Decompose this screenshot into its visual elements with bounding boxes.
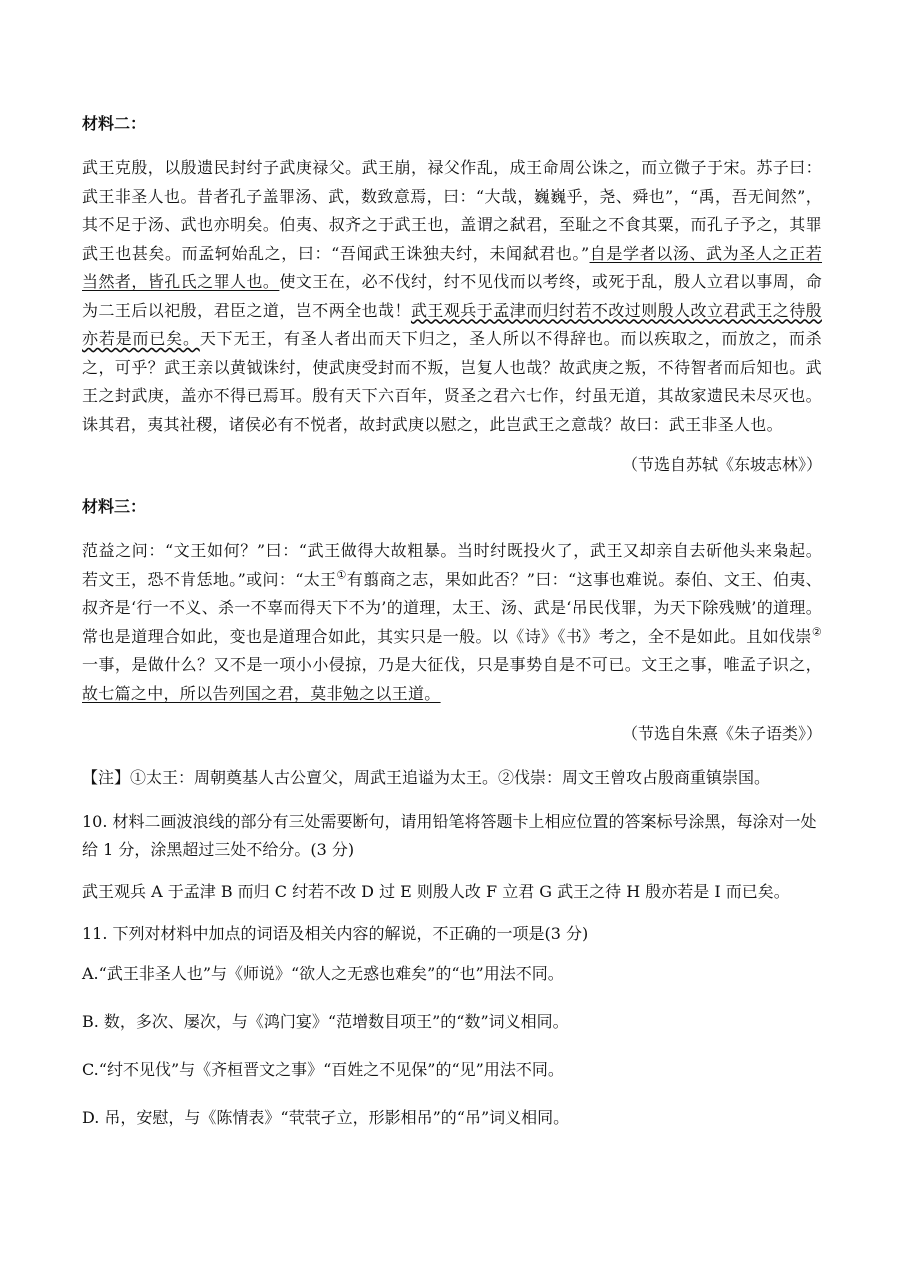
material-two-wavy-underline: 武王观兵于孟津而归纣若不改过则殷人改立君武王之待殷亦若是而已矣。 xyxy=(82,300,822,348)
material-two-part-1: 武王克殷，以殷遗民封纣子武庚禄父。武王崩，禄父作乱，成王命周公诛之，而立微子于宋。苏子曰：武王非圣人也。昔者孔子盖罪汤、武，数致意焉，曰：“大哉，巍巍乎，尧、舜也”，“禹，吾无间然”，其不足于汤、武也亦明矣。伯夷、叔齐之于武王也，盖谓之弑君，至耻之不食其粟，而孔子予之，其罪武王也甚矣。而孟轲始乱之，曰：“吾闻武王诛独夫纣，未闻弑君也。” xyxy=(82,158,822,263)
material-two-heading: 材料二： xyxy=(82,114,147,133)
material-three-source: （节选自朱熹《朱子语类》） xyxy=(621,724,822,743)
footnote: 【注】①太王：周朝奠基人古公亶父，周武王追谥为太王。②伐崇：周文王曾攻占殷商重镇崇国。 xyxy=(82,768,771,787)
material-two-text xyxy=(82,154,822,439)
footnote-marker-2: ② xyxy=(811,625,822,639)
material-two-underlined-1: 自是学者以汤、武为圣人之正若当然者，皆孔氏之罪人也。 xyxy=(82,243,823,291)
material-three-text xyxy=(82,537,822,708)
question-11-option-c: C.“纣不见伐”与《齐桓晋文之事》“百姓之不见保”的“见”用法不同。 xyxy=(82,1060,564,1079)
material-three-underlined: 故七篇之中，所以告列国之君，莫非勉之以王道。 xyxy=(82,683,441,703)
material-three-part-2: 有翦商之志，果如此否？”曰：“这事也难说。泰伯、文王、伯夷、叔齐是‘行一不义、杀一不辜而得天下不为’的道理，太王、汤、武是‘吊民伐罪，为天下除残贼’的道理。常也是道理合如此，变也是道理合如此，其实只是一般。以《诗》《书》考之，全不是如此。且如伐崇 xyxy=(82,569,822,646)
question-11-stem: 11. 下列对材料中加点的词语及相关内容的解说，不正确的一项是(3 分) xyxy=(82,924,589,943)
question-11-option-d: D. 吊，安慰，与《陈情表》“茕茕孑立，形影相吊”的“吊”词义相同。 xyxy=(82,1108,570,1127)
material-two-part-2: 使文王在，必不伐纣，纣不见伐而以考终，或死于乱，殷人立君以事周，命为二王后以祀殷，君臣之道，岂不两全也哉！ xyxy=(82,272,822,320)
question-10-stem: 10. 材料二画波浪线的部分有三处需要断句，请用铅笔将答题卡上相应位置的答案标号涂黑，每涂对一处给 1 分，涂黑超过三处不给分。(3 分) xyxy=(82,812,817,859)
exam-page xyxy=(82,112,822,1154)
footnote-marker-1: ① xyxy=(336,568,347,582)
question-11-option-a: A.“武王非圣人也”与《师说》“欲人之无惑也难矣”的“也”用法不同。 xyxy=(82,964,564,983)
material-two-source: （节选自苏轼《东坡志林》） xyxy=(621,455,822,474)
material-three-part-1: 范益之问：“文王如何？”曰：“武王做得大故粗暴。当时纣既投火了，武王又却亲自去斫他头来枭起。若文王，恐不肯恁地。”或问：“太王 xyxy=(82,541,822,589)
question-11-option-b: B. 数，多次、屡次，与《鸿门宴》“范增数目项王”的“数”词义相同。 xyxy=(82,1012,569,1031)
material-three-part-3: 一事，是做什么？又不是一项小小侵掠，乃是大征伐，只是事势自是不可已。文王之事，唯孟子识之， xyxy=(82,655,822,674)
material-two-part-3: 天下无王，有圣人者出而天下归之，圣人所以不得辞也。而以疾取之，而放之，而杀之，可乎？武王亲以黄钺诛纣，使武庚受封而不叛，岂复人也哉？故武庚之叛，不待智者而后知也。武王之封武庚，盖亦不得已焉耳。殷有天下六百年，贤圣之君六七作，纣虽无道，其故家遗民未尽灭也。诛其君，夷其社稷，诸侯必有不悦者，故封武庚以慰之，此岂武王之意哉？故曰：武王非圣人也。 xyxy=(82,329,822,434)
material-three-heading: 材料三： xyxy=(82,497,147,516)
question-10-line: 武王观兵 A 于孟津 B 而归 C 纣若不改 D 过 E 则殷人改 F 立君 G 武王之待 H 殷亦若是 I 而已矣。 xyxy=(82,882,790,901)
